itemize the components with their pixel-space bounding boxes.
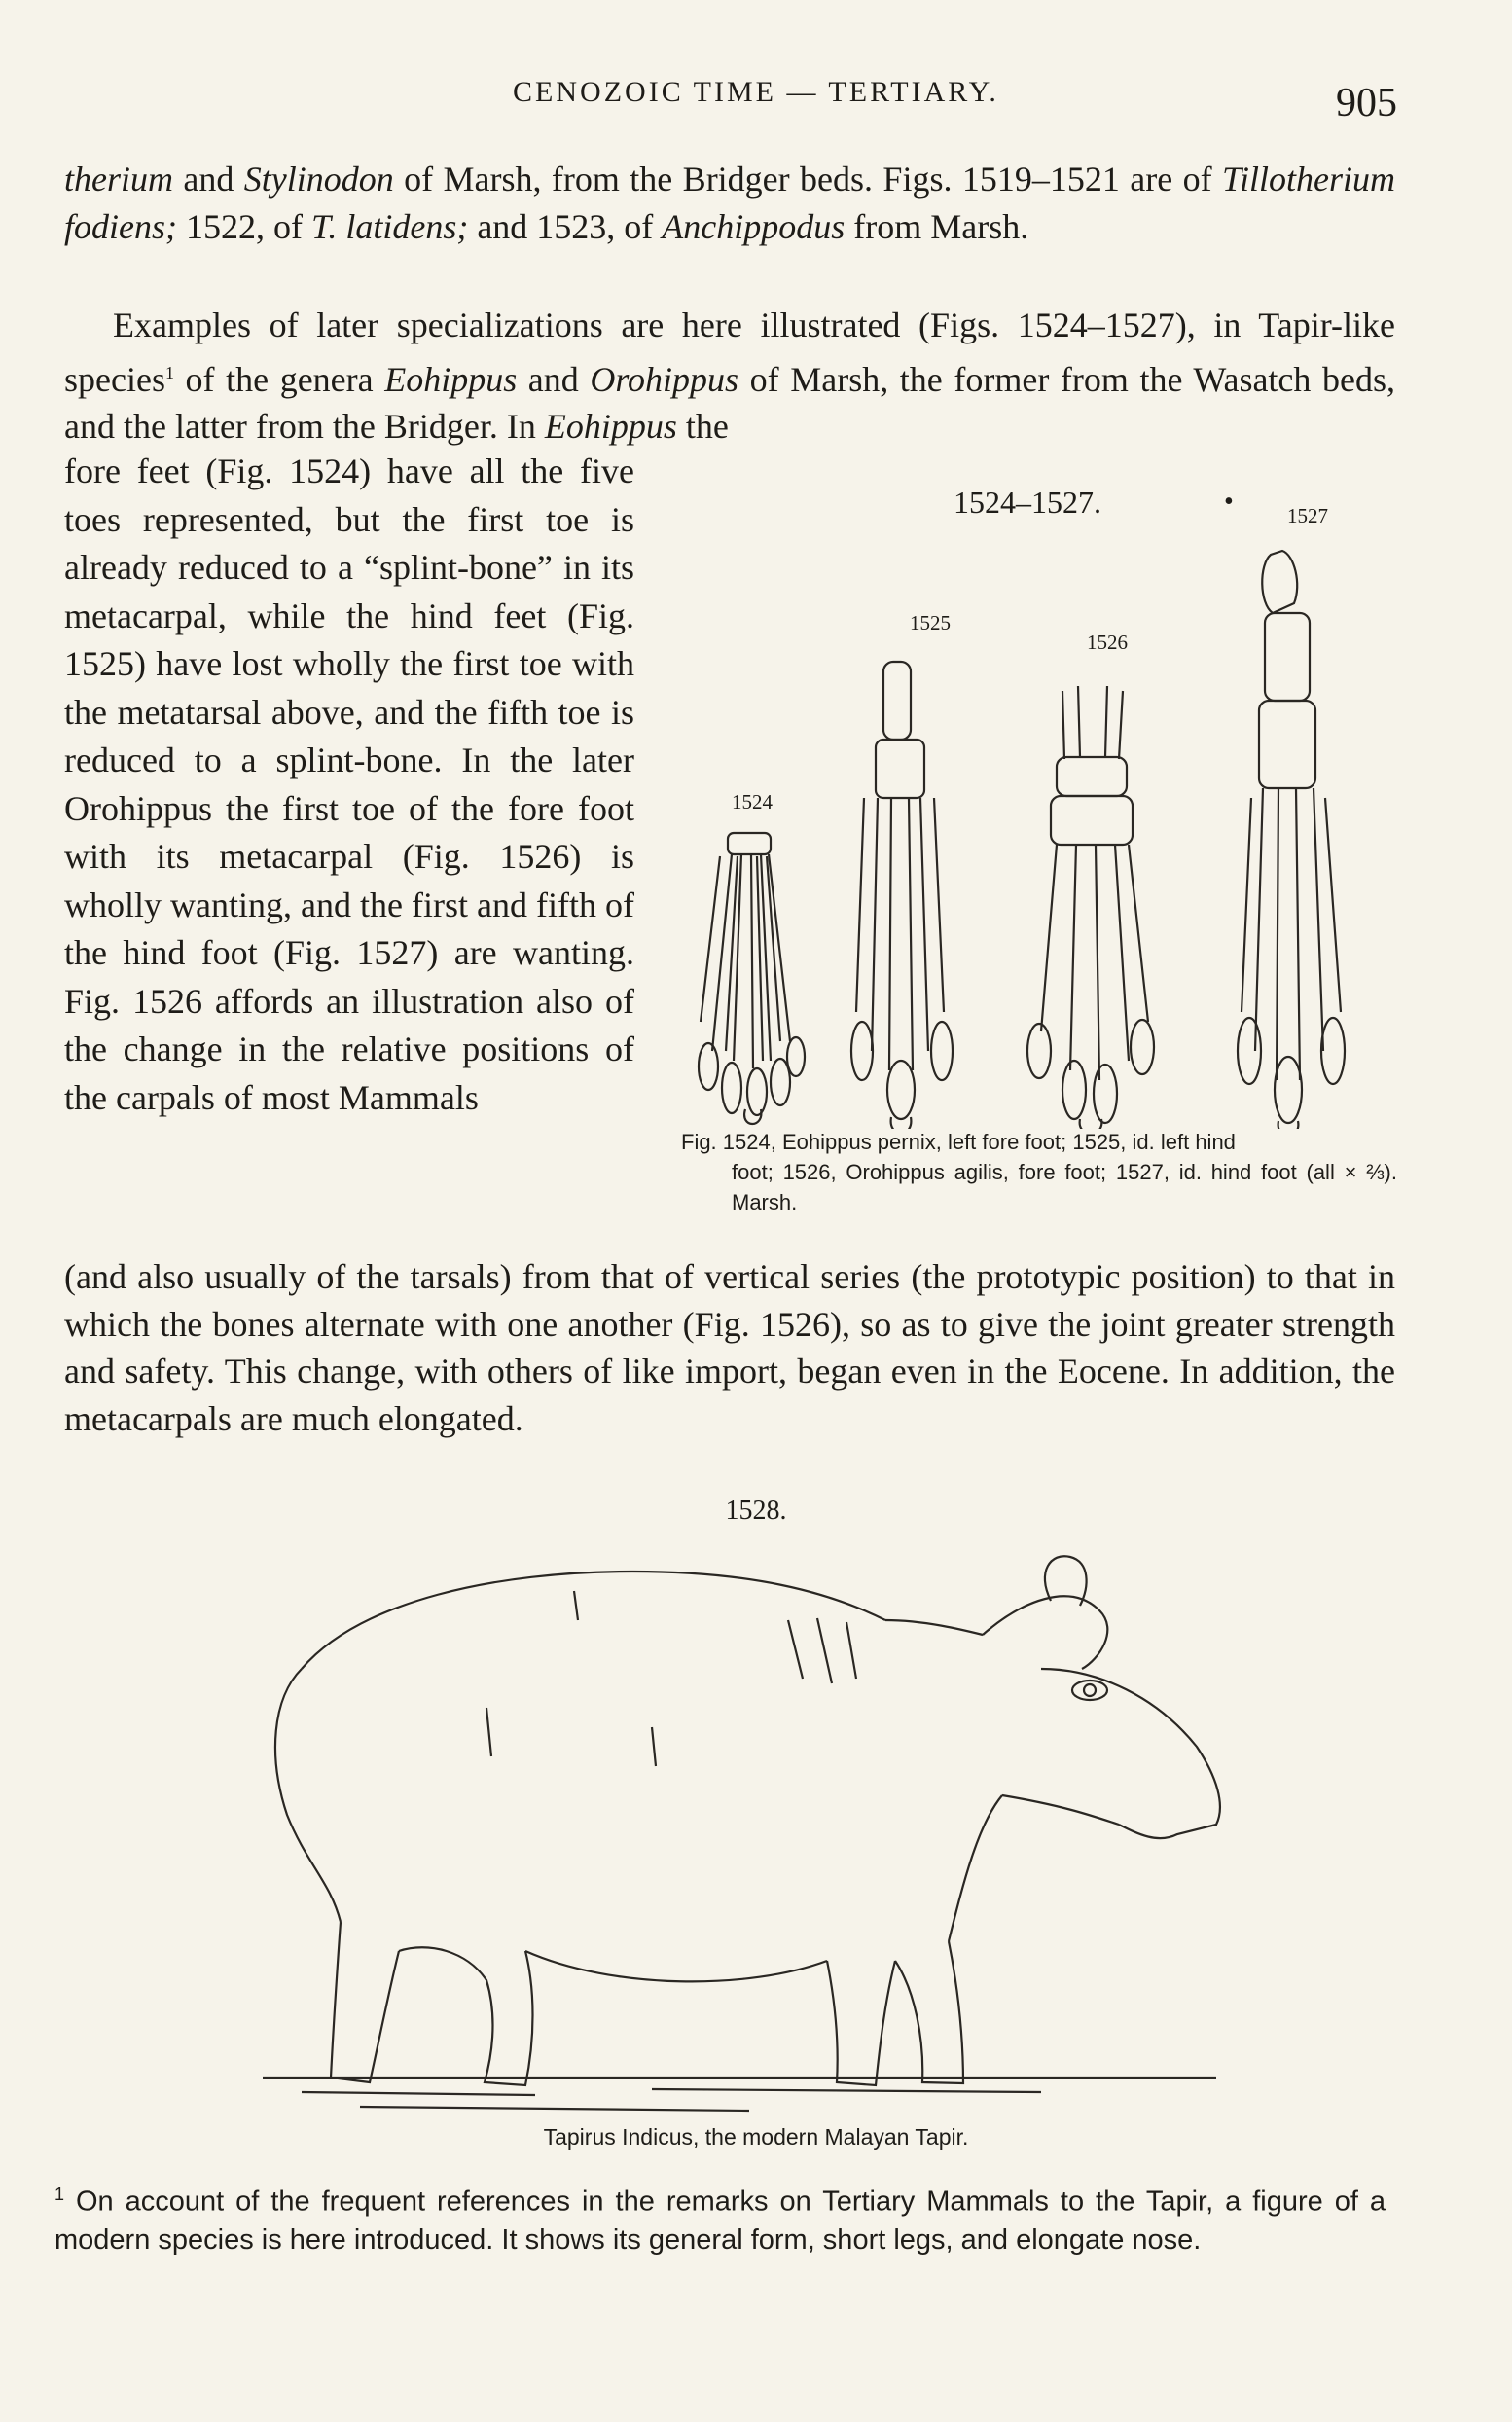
figure-caption-feet bbox=[681, 1127, 1397, 1217]
paragraph-continued bbox=[64, 1253, 1395, 1442]
foot-1526-drawing bbox=[1027, 686, 1154, 1129]
genus-therium: therium bbox=[64, 160, 173, 199]
text-run: and bbox=[517, 359, 591, 399]
text-run: of Marsh, from the Bridger beds. Figs. 1519–1521 are of bbox=[393, 160, 1222, 199]
page-number: 905 bbox=[1336, 81, 1397, 126]
figure-caption-tapir: Tapirus Indicus, the modern Malayan Tapir. bbox=[543, 2124, 969, 2150]
species-latidens: T. latidens; bbox=[310, 206, 469, 246]
genus-stylinodon: Stylinodon bbox=[243, 160, 394, 199]
footnote bbox=[54, 2176, 1386, 2259]
text-run: from Marsh. bbox=[845, 206, 1029, 246]
caption-line-1: Fig. 1524, Eohippus pernix, left fore foot; 1525, id. left hind bbox=[681, 1130, 1236, 1154]
text-run: of Marsh, the former from the Wasatch beds, and the latter from the Bridger. In bbox=[64, 359, 1395, 446]
running-head: CENOZOIC TIME — TERTIARY. bbox=[513, 76, 999, 108]
text-run: Examples of later specializations are here illustrated (Figs. 1524–1527), in Tapir-like species bbox=[64, 306, 1395, 399]
continued-text: (and also usually of the tarsals) from that of vertical series (the prototypic position) to that in which the bones alternate with one another (Fig. 1526), so as to give the joint greater strength and safety. This change, with others of like import, began even in the Eocene. In addition, the metacarpals are much elongated. bbox=[64, 1257, 1395, 1438]
footnote-reference: 1 bbox=[164, 362, 174, 382]
wrapped-paragraph: fore feet (Fig. 1524) have all the five toes represented, but the first toe is already reduced to a “splint-bone” in its metacarpal, while the hind feet (Fig. 1525) have lost wholly the first toe with the metatarsal above, and the fifth toe is reduced to a splint-bone. In the later Orohippus the first toe of the fore foot with its metacarpal (Fig. 1526) is wholly wanting, and the first and fifth of the hind foot (Fig. 1527) are wanting. Fig. 1526 affords an illustration also of the change in the relative positions of the carpals of most Mammals bbox=[64, 452, 634, 1117]
text-run: and 1523, of bbox=[468, 206, 663, 246]
text-run: 1522, of bbox=[176, 206, 311, 246]
figure-heading: 1524–1527. bbox=[954, 485, 1101, 520]
figure-label-1524: 1524 bbox=[732, 790, 773, 813]
figure-number-1528: 1528. bbox=[725, 1496, 787, 1526]
foot-1525-drawing bbox=[851, 662, 953, 1129]
foot-1524-drawing bbox=[699, 833, 805, 1124]
paragraph-2 bbox=[64, 302, 1395, 451]
tapir-illustration bbox=[243, 1533, 1265, 2116]
footnote-text: On account of the frequent references in the remarks on Tertiary Mammals to the Tapir, a figure of a modern species is here introduced. It shows its general form, short legs, and elongate nose. bbox=[54, 2186, 1386, 2256]
printer-mark: • bbox=[1224, 487, 1234, 517]
footnote-mark: 1 bbox=[54, 2185, 65, 2204]
foot-1527-drawing bbox=[1238, 551, 1345, 1129]
figure-label-1525: 1525 bbox=[910, 611, 951, 634]
species-tillotherium: Tillotherium fodiens; bbox=[64, 160, 1396, 246]
genus-eohippus: Eohippus bbox=[544, 407, 677, 446]
genus-orohippus: Orohippus bbox=[590, 359, 739, 399]
figure-label-1527: 1527 bbox=[1287, 504, 1328, 527]
genus-anchippodus: Anchippodus bbox=[662, 206, 846, 246]
caption-continuation: foot; 1526, Orohippus agilis, fore foot; 1527, id. hind foot (all × ⅔). Marsh. bbox=[732, 1160, 1397, 1214]
text-run: of the genera bbox=[173, 359, 385, 399]
figure-label-1526: 1526 bbox=[1087, 631, 1128, 654]
text-run: and bbox=[173, 160, 244, 199]
text-run: the bbox=[676, 407, 729, 446]
genus-eohippus: Eohippus bbox=[384, 359, 518, 399]
fossil-feet-illustration bbox=[671, 506, 1411, 1129]
paragraph-1 bbox=[64, 156, 1395, 250]
